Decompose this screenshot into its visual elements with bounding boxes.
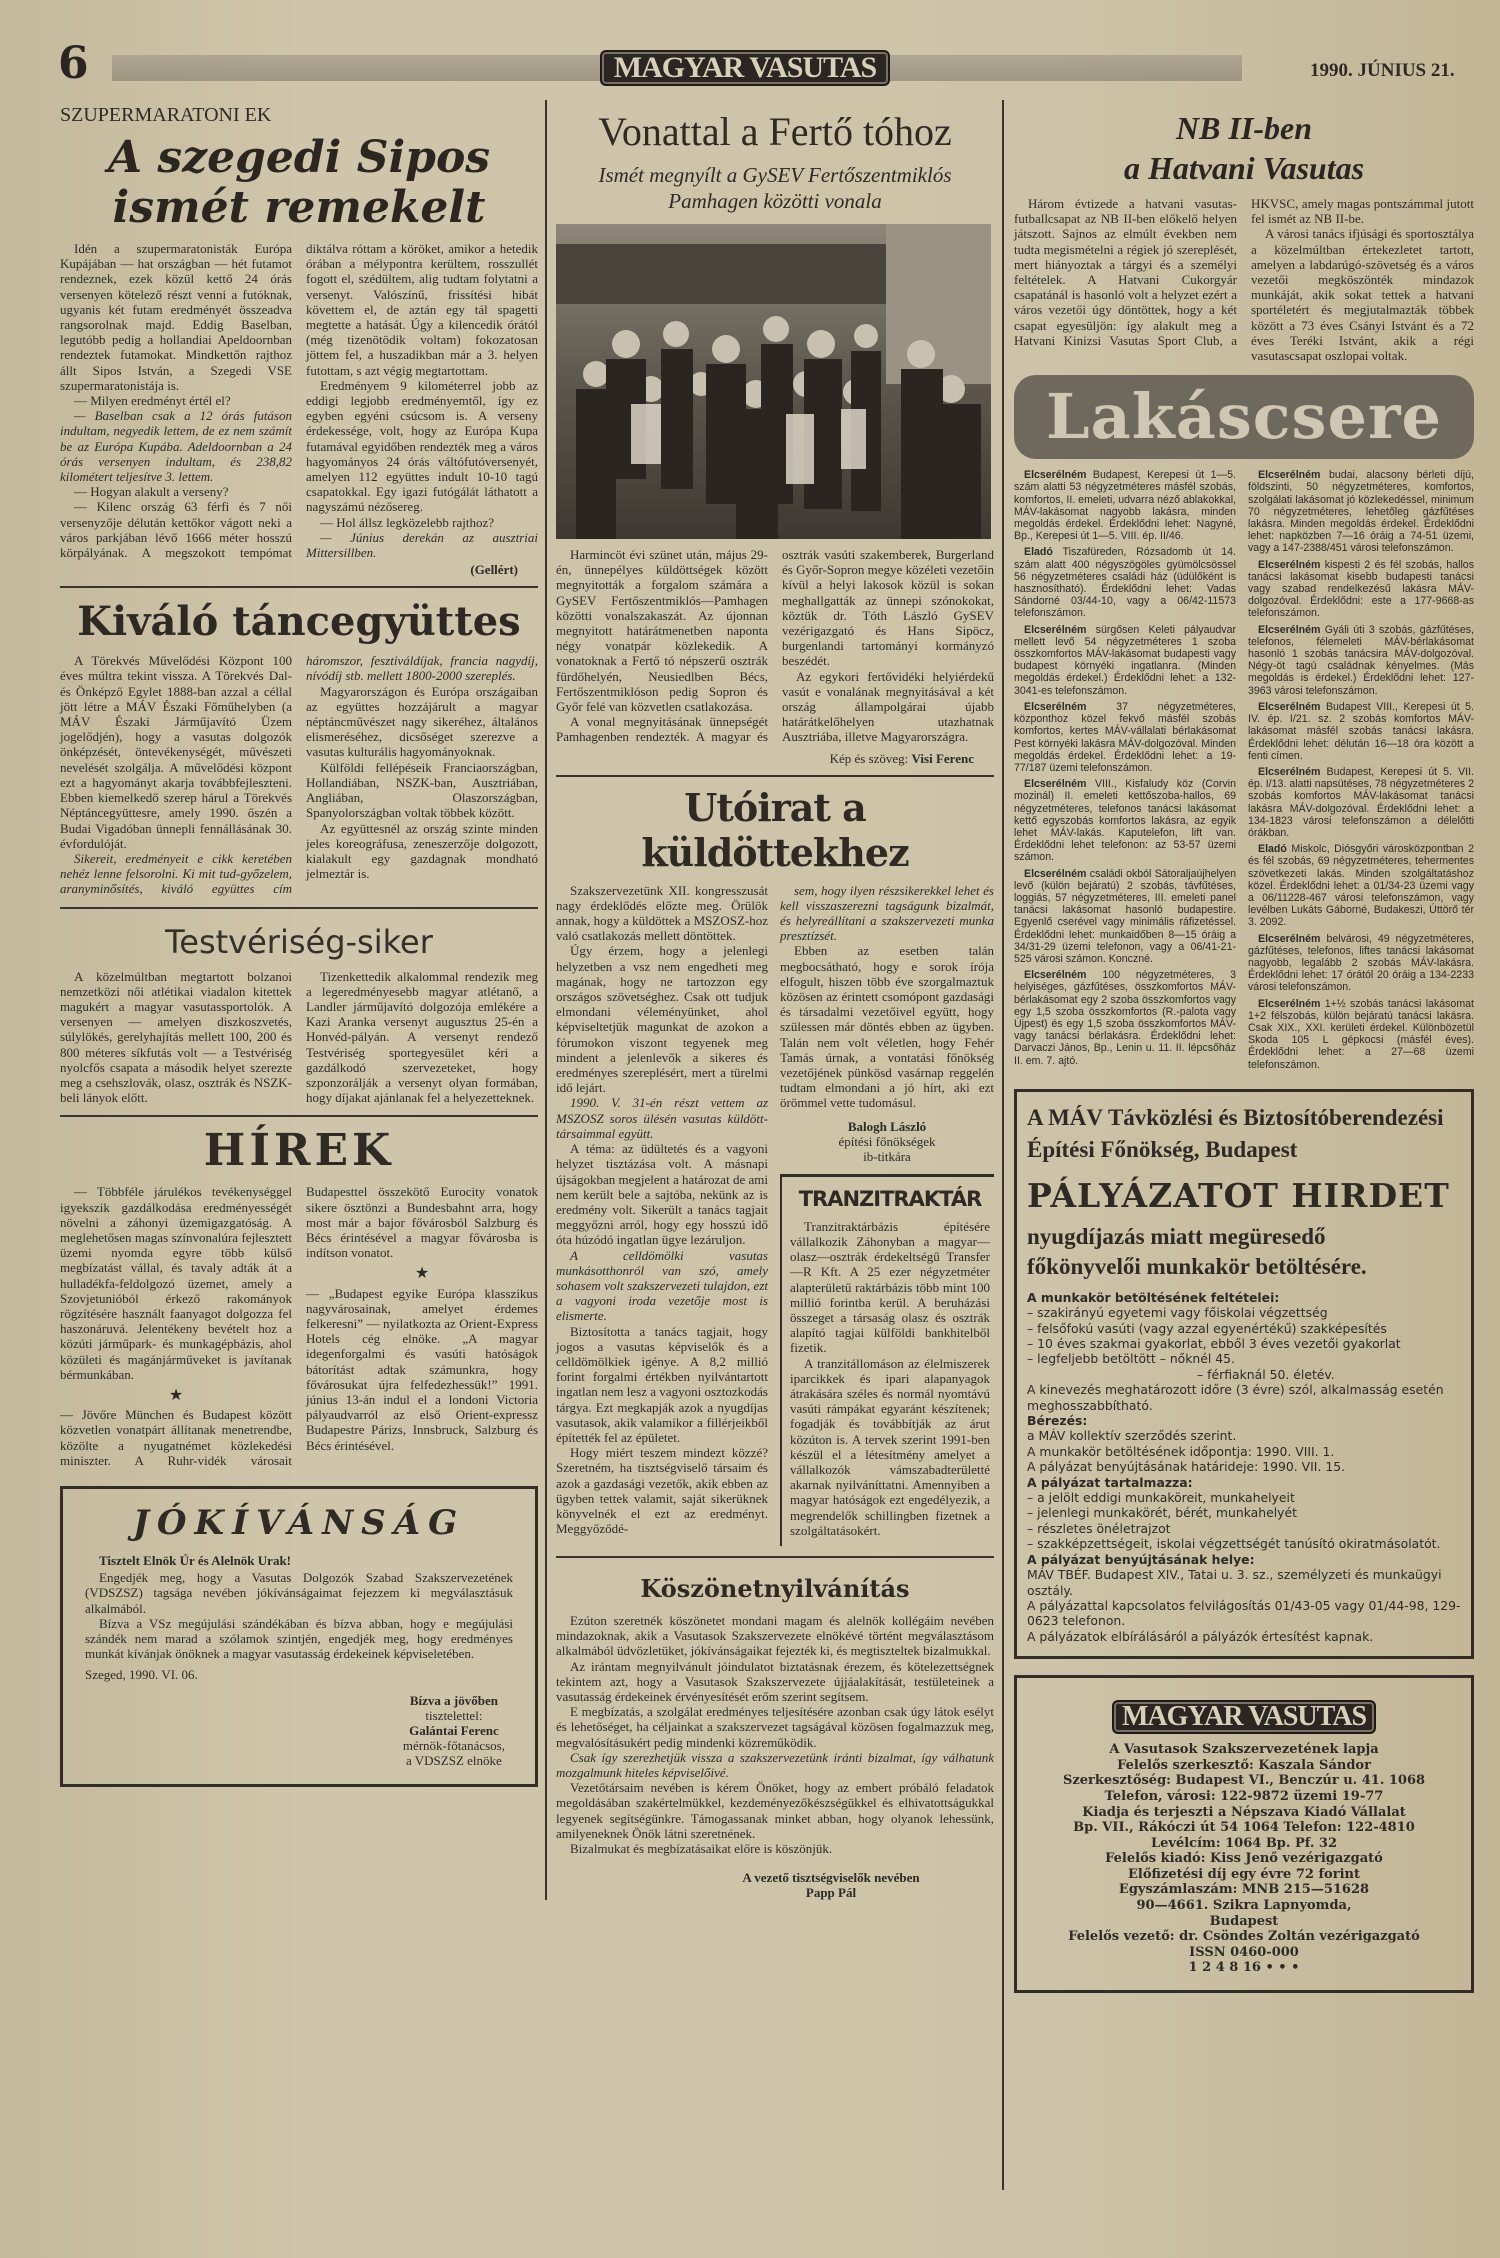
paragraph: A közelmúltban megtartott bolzanoi nemzetközi női atlétikai viadalon kitettek magukért a magyar vasutassportolók. A versenyen — amelyen diszkoszvetés, súlylökés, gerelyhajítás mellett 100, 200 és 800 méteres síkfutás volt — a Testvériség nyolcfős csapata a második helyet szerezte meg a csehszlovák, olasz, osztrák és NSZK-beli lányok előtt. bbox=[60, 968, 292, 1106]
classified-ad bbox=[1248, 998, 1474, 1071]
signer-name: Papp Pál bbox=[805, 1885, 857, 1901]
ad-line-text: – felsőfokú vasúti (vagy azzal egyenértékű) szakképesítés bbox=[1027, 1320, 1387, 1336]
paragraph: ★ — „Budapest egyike Európa klasszikus nagyvárosainak, amelyet érdemes felkeresni” — nyilatkozta az Orient-Express Hotels cég elnöke. „A magyar idegenforgalmi és vasúti hatóságok bátorítást adtak számunkra, hogy fővárosukat újra felfedezhessük!” 1991. június 13-án indul el a londoni Victoria pályaudvarról az első Orient-expressz Budapestre Párizs, Innsbruck, Salzburg és Bécs érintésével. bbox=[306, 1266, 538, 1452]
paragraph: Az irántam megnyilvánult jóindulatot biztatásnak érezem, és kötelezettségnek tekintem azt, hogy a Vasutasok Szakszervezete újjáalakítását, testületeinek a vasutasság érdekeinek érvényesítését erőm szerint segítsem. bbox=[556, 1658, 994, 1704]
title-line: a Hatvani Vasutas bbox=[1123, 150, 1365, 186]
ad-lead-word: Elcserélném bbox=[1258, 558, 1321, 571]
ad-lead-word: Elcserélném bbox=[1024, 778, 1087, 791]
article-body bbox=[556, 1613, 994, 1856]
ad-line-text: – szakképzettségeit, iskolai végzettségét tanúsító okiratmásolatót. bbox=[1027, 1536, 1441, 1552]
ad-subheadline bbox=[1027, 1222, 1461, 1282]
article-title: Vonattal a Fertő tóhoz bbox=[598, 109, 952, 154]
classified-ad bbox=[1014, 969, 1236, 1067]
article-testveriseg bbox=[60, 923, 538, 1106]
author-signature bbox=[780, 1119, 994, 1164]
ad-line bbox=[1027, 1444, 1461, 1459]
ad-lead-word: Eladó bbox=[1024, 546, 1053, 559]
title-line: NB II-ben bbox=[1175, 110, 1312, 146]
paragraph: Vezetőtársaim nevében is kérem Önöket, hogy az embert próbáló feladatok megoldásában szakértelmükkel, kezdeményezőkészségükkel és elhivatottságukkal legyenek segítségünkre. Támogassanak minket abban, hogy olyanok lehessünk, amilyeneknek Önök látni szeretnének. bbox=[556, 1780, 994, 1841]
article-sipos bbox=[60, 104, 538, 586]
article-title: Köszönetnyilvánítás bbox=[640, 1573, 910, 1603]
masthead-logo: MAGYAR VASUTAS bbox=[600, 50, 890, 86]
ad-lead-word: Elcserélném bbox=[1024, 700, 1087, 713]
classified-ad bbox=[1248, 469, 1474, 554]
paragraph: Eredményem 9 kilométerrel jobb az eddigi legjobb eredményemtől, így ez egyben egyéni csúcsom is. A verseny érdekessége, volt, hogy az Európa Kupa futamával egyidőben rendezték meg a város hagyományos 24 órás váltófutóversenyét, amelyen 112 együttes indult 10-10 tagú csapatokkal. Egy igazi futógálát láthatott a nagyszámú nézősereg. bbox=[306, 377, 538, 515]
closing: A vezető tisztségviselők nevében bbox=[742, 1870, 920, 1886]
classified-ad bbox=[1014, 546, 1236, 619]
place-date: Szeged, 1990. VI. 06. bbox=[85, 1667, 198, 1683]
imprint-line: ISSN 0460-000 bbox=[1189, 1944, 1299, 1960]
closing: Bízva a jövőben bbox=[409, 1692, 498, 1708]
paragraph: Az egykori fertővidéki helyiérdekű vasút e vonalának megnyitásával a két ország állampolgárai újabb határátkelőhelyen utazhatnak Ausztriába, illetve Magyarországra. bbox=[782, 668, 994, 745]
news-photo bbox=[556, 224, 991, 539]
ad-lead-word: Elcserélném bbox=[1024, 623, 1087, 636]
ad-line bbox=[1027, 1351, 1461, 1366]
ad-line-text: – legfeljebb betöltött – nőknél 45. bbox=[1027, 1351, 1235, 1367]
article-byline: (Gellért) bbox=[470, 562, 518, 578]
classified-ad bbox=[1248, 624, 1474, 697]
ad-line bbox=[1027, 1321, 1461, 1336]
classified-ad bbox=[1248, 766, 1474, 839]
imprint-line: Telefon, városi: 122-9872 üzemi 19-77 bbox=[1104, 1788, 1384, 1804]
imprint-line: 90—4661. Szikra Lapnyomda, bbox=[1136, 1898, 1352, 1914]
ad-lead-word: Elcserélném bbox=[1024, 969, 1087, 982]
article-title bbox=[1014, 108, 1474, 188]
ad-lead-word: Elcserélném bbox=[1258, 932, 1321, 945]
paragraph: Bízva a VSz megújulási szándékában és bízva abban, hogy e megújulási szándék nem marad a szólamok szintjén, engedjék meg, hogy eredményes munkát kívánjak önöknek a magyar vasutasság érdekeinek képviseletében. bbox=[85, 1615, 513, 1662]
org-line: Építési Főnökség, Budapest bbox=[1027, 1136, 1298, 1162]
paragraph: — Milyen eredményt értél el? bbox=[74, 393, 231, 409]
ad-line-text: – férfiaknál 50. életév. bbox=[1197, 1366, 1335, 1382]
ad-line bbox=[1027, 1459, 1461, 1474]
author-title: építési főnökségek bbox=[838, 1133, 936, 1149]
ad-line-text: A munkakör betöltésének időpontja: 1990. VIII. 1. bbox=[1027, 1443, 1335, 1459]
article-body bbox=[60, 653, 538, 896]
imprint-line: Levélcím: 1064 Bp. Pf. 32 bbox=[1151, 1835, 1337, 1851]
classified-ad-text: Gyáli úti 3 szobás, gázfűtéses, telefonos, félemeleti MÁV-bérlakásomat hasonló 1 szobás tanácsira MÁV-dolgozóval. Négy-öt tagú családnak kényelmes. (Más megoldás is érdekel.) Érdeklődni lehet: 127-3963 városi telefonszámon. bbox=[1248, 623, 1474, 697]
ad-line-text: – 10 éves szakmai gyakorlat, ebből 3 éves vezetői gyakorlat bbox=[1027, 1336, 1401, 1351]
divider bbox=[556, 1556, 994, 1558]
classified-ad-text: 100 négyzetméteres, 3 helyiséges, gázfűtéses, összkomfortos MÁV-bérlakásomat egy 2 szoba összkomfortos vagy egy 1,5 szoba összkomfortos (R.-palota vagy Újpest) és egy 1,5 szoba összkomfortos MÁV- vagy tanácsi bérlakásra. Érdeklődni lehet: Darvaczi János, Bp., Lenin u. 11. II. lépcsőház II. em. 7. ajtó. bbox=[1014, 969, 1236, 1067]
left-column bbox=[60, 104, 538, 1787]
paragraph: A városi tanács ifjúsági és sportosztálya a közelmúltban értekezletet tartott, amelyen a labdarúgó-szövetség és a város vezetői megköszönték mindazok munkáját, akik sokat tettek a hatvani sportéletért és megjutalmazták többek között a 73 éves Csányi Istvánt és a 72 éves Teréki Istvánt, akik a régi vasutascsapat oszlopai voltak. bbox=[1251, 226, 1474, 364]
issue-date: 1990. JÚNIUS 21. bbox=[1310, 60, 1455, 81]
article-nb2 bbox=[1014, 108, 1474, 363]
ad-line-text: A pályázatok elbírálásáról a pályázók értesítést kapnak. bbox=[1027, 1628, 1374, 1644]
paragraph-text: — Június derekán az ausztriai Mittersillben. bbox=[306, 529, 538, 561]
classified-ad bbox=[1248, 701, 1474, 762]
imprint-box bbox=[1014, 1675, 1474, 1993]
divider bbox=[60, 1115, 538, 1117]
imprint-line: A Vasutasok Szakszervezetének lapja bbox=[1109, 1742, 1379, 1758]
credit-name: Visi Ferenc bbox=[911, 750, 974, 766]
classified-ad-text: Miskolc, Diósgyőri városközpontban 2 és fél szobás, 69 négyzetméteres, tehermentes szövetkezeti lakás. Minden szolgáltatáshoz közel. Érdeklődni lehet: a 01/34-23 üzemi vagy a 06/11228-467 városi telefonszámon, vagy levélben Lukáts Gáborné, Budakeszi, Úttörő tér 3. 2092. bbox=[1248, 843, 1474, 929]
article-tranzitraktar bbox=[780, 1174, 994, 1546]
paragraph: Magyarországon és Európa országaiban az együttes hozzájárult a magyar néptáncművészet nagy sikeréhez, általános elismeréséhez, dicsőséget szerezve a vasutas kulturális hagyományoknak. bbox=[306, 683, 538, 760]
org-line: A MÁV Távközlési és Biztosítóberendezési bbox=[1027, 1104, 1444, 1130]
paragraph bbox=[306, 530, 538, 560]
ad-line-text: A pályázattal kapcsolatos felvilágosítás 01/43-05 vagy 01/44-98, 129-0623 telefonon. bbox=[1027, 1597, 1461, 1629]
imprint-lines bbox=[1025, 1742, 1463, 1976]
article-title: Testvériség-siker bbox=[165, 922, 433, 961]
classified-ad-text: Budapest VIII., Kerepesi út 5. IV. ép. I/21. sz. 2 szobás komfortos MÁV-lakásomat másfél szobás tanácsi lakásra. Érdeklődni lehet: délután 16—18 óra között a fenti címen. bbox=[1248, 700, 1474, 762]
paragraph: Harmincöt évi szünet után, május 29-én, ünnepélyes küldöttségek között megnyitották a forgalom számára a GySEV Fertőszentmiklós—Pamhagen közötti vonalszakaszát. Az újonnan megnyitott határátmenetben naponta négy vonatpár közlekedik. A vonatoknak a Fertő tó népszerű osztrák fürdőhelyén, Neusiedlben Bécs, Fertőszentmiklóson pedig Sopron és Győr felé van közvetlen csatlakozása. bbox=[556, 547, 768, 715]
ad-line-text: – jelenlegi munkakörét, bérét, munkahelyét bbox=[1027, 1505, 1297, 1521]
section-title: HÍREK bbox=[203, 1125, 395, 1177]
article-utoirat bbox=[556, 785, 994, 1546]
ad-line bbox=[1027, 1382, 1461, 1413]
right-column bbox=[1014, 108, 1474, 1993]
paragraph bbox=[556, 1095, 768, 1141]
classified-ad-text: belvárosi, 49 négyzetméteres, gázfűtéses, telefonos, liftes tanácsi lakásomat nagyobb, legalább 2 szobás MÁV-lakásra. Érdeklődni lehet: 17 órától 20 óráig a 134-2233 városi telefonszámon. bbox=[1248, 932, 1474, 994]
paragraph bbox=[556, 1750, 994, 1780]
paragraph-text: Sikereit, eredményeit e cikk keretében nehéz lenne felsorolni. Ki mit tud-győzelem, aranyminősítés, kiváló együttes cím háromszor, fesztiváldíjak, francia nagydíj, nívódíj stb. mellett 1800-2000 szereplés. bbox=[60, 653, 538, 897]
ad-line bbox=[1027, 1521, 1461, 1536]
paragraph: Szakszervezetünk XII. kongresszusát nagy érdeklődés előzte meg. Örülök annak, hogy a küldöttek a MSZOSZ-hoz való csatlakozás mellett döntöttek. bbox=[556, 882, 768, 944]
article-kicker: SZUPERMARATONI EK bbox=[60, 104, 272, 126]
ad-line-text: – részletes önéletrajzot bbox=[1027, 1520, 1171, 1536]
ad-line-text: Bérezés: bbox=[1027, 1413, 1088, 1429]
article-ferto bbox=[556, 108, 994, 775]
imprint-line: 1 2 4 8 16 • • • bbox=[1188, 1960, 1300, 1976]
ad-lead-word: Elcserélném bbox=[1258, 765, 1321, 778]
author-title: ib-titkára bbox=[863, 1148, 911, 1164]
paragraph: E megbízatás, a szolgálat eredményes teljesítésére azonban csak úgy látok esélyt és lehetőséget, ha céljainkat a szakszervezet tagságával közösen fogalmazzuk meg, megvalósításukért pedig mindenki közreműködik. bbox=[556, 1704, 994, 1750]
lakascsere-banner bbox=[1014, 375, 1474, 459]
signer-title: mérnök-főtanácsos, bbox=[402, 1737, 505, 1753]
imprint-line: Budapest bbox=[1209, 1913, 1279, 1929]
paragraph-text: — Baselban csak a 12 órás futáson indultam, negyedik lettem, de ez nem számít be az Európa Kupába. Adeldoornban a 24 órás versenyen indultam, és 238,82 kilométert teljesítve 3. lettem. bbox=[60, 408, 292, 485]
paragraph: A téma: az üdültetés és a vagyoni helyzet tisztázása volt. A másnapi újságokban megjelent a határozat de ami nem került bele a sajtóba, nekünk az is eredmény volt. Sikerült a tanács tagjait meggyőzni arról, hogy egy hosszú idő óta húzódó ingatlan ügye lezáruljon. bbox=[556, 1141, 768, 1248]
paragraph: — Hogyan alakult a verseny? bbox=[74, 484, 229, 500]
paragraph-text: A vonal megnyitásának ünnepségét Pamhagenben rendezték. A magyar és osztrák vasúti szakemberek, Burgerland és Győr-Sopron megye közéleti vezetőin kívül a helyi lakosok közül is sokan meghallgatták az ünnepi szónokokat, köztük dr. Tóth László GySEV vezérigazgató és Hans Sipöcz, burgenlandi tartományi kormányzó beszédét. bbox=[556, 547, 995, 745]
imprint-line: Felelős szerkesztő: Kaszala Sándor bbox=[1117, 1757, 1371, 1773]
ad-line-text: MÁV TBÉF. Budapest XIV., Tatai u. 3. sz., személyzeti és munkaügyi osztály. bbox=[1027, 1567, 1442, 1598]
paragraph bbox=[780, 883, 994, 944]
column-divider bbox=[545, 100, 547, 1900]
classified-ad bbox=[1248, 559, 1474, 620]
ad-lead-word: Elcserélném bbox=[1024, 469, 1087, 482]
photo-credit bbox=[556, 751, 974, 767]
greeting-signature bbox=[403, 1693, 505, 1768]
classified-ad-text: VIII., Kisfaludy köz (Corvin mozinál) II. emeleti kettőszoba-hallos, 69 négyzetméteres, telefonos tanácsi lakásomat kettő egyszobás komfortos lakásra, az egyik lehet MÁV-lakás. Kaputelefon, lift van. Érdeklődni lehet telefonon: az 53-57 üzemi számon. bbox=[1014, 778, 1236, 864]
classified-ad-text: Budapest, Kerepesi út 5. VII. ép. I/13. alatti napsütéses, 78 négyzetméteres 2 szobás komfortos MÁV-lakásomat tanácsi lakásra MÁV-dolgozóval. Érdeklődni lehet: a 134-1823 városi telefonszámon a délelőtti órákban. bbox=[1248, 765, 1474, 839]
article-koszonet bbox=[556, 1574, 994, 1900]
ad-line-text: – szakirányú egyetemi vagy főiskolai végzettség bbox=[1027, 1305, 1328, 1321]
article-body bbox=[60, 969, 538, 1106]
imprint-line: Bp. VII., Rákóczi út 54 1064 Telefon: 122-4810 bbox=[1073, 1820, 1415, 1836]
ad-lead-word: Elcserélném bbox=[1258, 623, 1321, 636]
article-title: Kiváló táncegyüttes bbox=[77, 598, 521, 646]
imprint-logo: MAGYAR VASUTAS bbox=[1112, 1700, 1376, 1734]
paragraph: Idén a szupermaratonisták Európa Kupájában — hat országban — hét futamot rendeznek, ezek közül kettő 24 órás versenyen kötelező részt venni a futóknak, ugyanis két futam eredményét összeadva rangsorolnak majd. Eddig Baselban, legutóbb pedig a hollandiai Apeldoornban rendeztek futamokat. Mindkettőn rajthoz állt Sipos István, a Szegedi VSE szupermaratonistája is. bbox=[60, 241, 292, 393]
page-number: 6 bbox=[58, 38, 89, 89]
ad-line bbox=[1027, 1305, 1461, 1320]
paragraph: Bizalmukat és megbízatásaikat előre is köszönjük. bbox=[570, 1841, 833, 1856]
classified-ad bbox=[1248, 843, 1474, 928]
banner-title: Lakáscsere bbox=[1045, 380, 1443, 454]
classified-ads-col2 bbox=[1248, 469, 1474, 1075]
article-tancegyuttes bbox=[60, 598, 538, 896]
paragraph: Tranzitraktárbázis építésére vállalkozik Záhonyban a magyar—olasz—osztrák érdekeltségű Transfer—R Kft. A 25 ezer négyzetméter alapterületű raktárbázis több mint 100 millió forintba kerül. A beruházási összeget a társaság olasz és osztrák alapító tagjai külföldi bankhitelből fizetik. bbox=[790, 1218, 990, 1356]
ad-lead-word: Eladó bbox=[1258, 843, 1287, 856]
paragraph: — Többféle járulékos tevékenységgel igyekszik gazdálkodása eredményességét növelni a záhonyi üzemigazgatóság. A meglehetősen magas színvonalúra fejlesztett üzemi nyomda egyre több külső megbízatást vállal, és tavaly adták át a hulladékfa-feldolgozó üzemet, amely a Szovjetunióból érkező rakományok rögzítésére használt faanyagot dolgozza fel haszonáruvá. Jelentékeny bevételt hoz a közúti járműpark- és munkagépbázis, ahol közületi és magánjárműveket is javítanak bérmunkában. bbox=[60, 1184, 292, 1382]
signature bbox=[706, 1870, 956, 1900]
classified-ad-text: 37 négyzetméteres, központhoz közel fekvő másfél szobás komfortos, kertes MÁV-vállalati bérlakásomat Pest környéki lakásra MÁV-dolgozóval. Minden megoldás érdekel. Érdeklődni lehet: a 19-77/187 üzemi telefonszámon. bbox=[1014, 700, 1236, 774]
article-body-col2 bbox=[780, 883, 994, 1111]
ad-line bbox=[1027, 1475, 1461, 1490]
article-title: TRANZITRAKTÁR bbox=[798, 1186, 982, 1211]
article-body bbox=[60, 241, 538, 560]
classified-ad bbox=[1014, 469, 1236, 542]
ad-line bbox=[1027, 1336, 1461, 1351]
article-body-col1 bbox=[556, 883, 768, 1537]
article-title bbox=[60, 133, 538, 233]
ad-line bbox=[1027, 1367, 1461, 1382]
signer-title: a VDSZSZ elnöke bbox=[406, 1752, 502, 1768]
closing: tisztelettel: bbox=[425, 1707, 483, 1723]
ad-line bbox=[1027, 1428, 1461, 1443]
greeting-title: JÓKÍVÁNSÁG bbox=[132, 1503, 466, 1543]
ad-lead-word: Elcserélném bbox=[1258, 469, 1321, 482]
classified-ad-text: Tiszafüreden, Rózsadomb út 14. szám alatt 400 négyszögöles gyümölcsössel 56 négyzetméteres családi ház (üdülőként is hasznosítható). Érdeklődni lehet: Vadas Sándorné 03/44-10, vagy a 06/42-11573 telefonszámon. bbox=[1014, 546, 1236, 620]
ad-lead-word: Elcserélném bbox=[1258, 700, 1321, 713]
classified-ad bbox=[1014, 624, 1236, 697]
paragraph: — Kilenc ország 63 férfi és 7 női versenyzője délután kettőkor vágott neki a város parkjában lévő 1666 méter hosszú körpályának. A megszokott tempómat diktálva róttam a köröket, amikor a hetedik órában a mélypontra kerültem, rosszullét fogott el, szédültem, alig tudtam folytatni a versenyt. Valószínű, frissítési hibát követtem el, de aztán egy tál spagetti megtette a hatását. Úgy a kilencedik órától (még tizenötödik voltam) fokozatosan jöttem fel, a huszadikban már a 3. helyen futottam, s azt végig megtartottam. bbox=[60, 241, 538, 561]
ad-line bbox=[1027, 1490, 1461, 1505]
paragraph: — Hol állsz legközelebb rajthoz? bbox=[320, 514, 494, 530]
subtitle-line: Ismét megnyílt a GySEV Fertőszentmiklós bbox=[598, 163, 952, 187]
paragraph: Engedjék meg, hogy a Vasutas Dolgozók Szabad Szakszervezetének (VDSZSZ) tagsága nevében jókívánságaimat fejezzem ki megválasztásuk alkalmából. bbox=[85, 1570, 513, 1616]
paragraph: Ebben az esetben talán megbocsátható, hogy e sorok írója elfogult, hiszen több éve szorgalmaztuk közösen az érintett csomópont gazdasági és társadalmi vezetőivel együtt, hogy szülessen már döntés ebben az ügyben. Talán nem volt véletlen, hogy Fehér Tamás úrnak, a vontatási főnökség vezetőjének pünkösd vasárnap reggelén tudtam elmondani a jó hírt, aki ezt örömmel vette tudomásul. bbox=[780, 943, 994, 1111]
divider bbox=[60, 586, 538, 588]
paragraph: Biztosította a tanács tagjait, hogy jogos a vasutas képviselők és a celldömölkiek igénye. A 8,2 millió forint forgalmi értékben nyilvántartott ingatlan nem lesz a vagyoni osztozkodás tárgya. Ezt megkapják azok a nyugdíjas vasutasok, akik valamikor a fillérjeikből építették fel az épületet. bbox=[556, 1323, 768, 1445]
ad-line bbox=[1027, 1598, 1461, 1629]
paragraph-text: A celldömölki vasutas munkásotthonról van szó, amely sohasem volt szakszervezeti tulajdon, ezt a vagyoni iroda vezetője most is elismerte. bbox=[556, 1247, 768, 1324]
subtitle-line: Pamhagen közötti vonala bbox=[668, 189, 882, 213]
greeting-box bbox=[60, 1486, 538, 1787]
article-body bbox=[1014, 196, 1474, 363]
classified-ad-text: családi okból Sátoraljaújhelyen levő (külön bejáratú) 2 szobás, távfűtéses, loggiás, 57 négyzetméteres, III. emeleti panel tanácsi lakásomat hasonló budapestire. Egyenlő cserével vagy minimális ráfizetéssel. Érdeklődni lehet: munkaidőben 8—15 óráig a 34/31-29 üzemi telefonon, vagy a 06/41-21-525 városi számon. Konczné. bbox=[1014, 867, 1236, 965]
classified-ad bbox=[1248, 933, 1474, 994]
ad-line bbox=[1027, 1567, 1461, 1598]
ad-line bbox=[1027, 1505, 1461, 1520]
ad-lead-word: Elcserélném bbox=[1024, 867, 1087, 880]
ad-line-text: A munkakör betöltésének feltételei: bbox=[1027, 1289, 1280, 1305]
classified-ad-text: 1+½ szobás tanácsi lakásomat 1+2 félszobás, külön bejáratú tanácsi lakásra. Csak XIX., XXI. kerületi érdekel. Különbözetül Skoda 105 L gépkocsi (másfél éves). Érdeklődni lehet: a 27—68 üzemi telefonszámon. bbox=[1248, 997, 1474, 1071]
ad-line bbox=[1027, 1536, 1461, 1551]
paragraph: Ezúton szeretnék köszönetet mondani magam és alelnök kollégáim nevében mindazoknak, akik a Vasutasok Szakszervezete elnökévé történt megválasztásom alkalmából üdvözletüket, jókívánságaikat fejezték ki, és megtiszteltek bizalmukkal. bbox=[556, 1612, 994, 1659]
job-ad-box bbox=[1014, 1089, 1474, 1659]
classified-ad bbox=[1014, 868, 1236, 966]
classified-ads-col1 bbox=[1014, 469, 1236, 1071]
classified-ad-text: Budapest, Kerepesi út 1—5. szám alatti 53 négyzetméteres másfél szobás, komfortos, II. emeleti, udvarra néző ablakokkal, MÁV-lakásomat nagyobb lakásra, minden megoldás érdekel. Érdeklődni lehet: Nagyné, Bp., Kerepesi út 1—5. VIII. ép. II/46. bbox=[1014, 469, 1236, 543]
imprint-line: Előfizetési díj egy évre 72 forint bbox=[1128, 1866, 1360, 1882]
sub-line: főkönyvelői munkakör betöltésére. bbox=[1027, 1253, 1367, 1279]
paragraph bbox=[60, 408, 292, 484]
imprint-line: Felelős vezető: dr. Csöndes Zoltán vezérigazgató bbox=[1068, 1929, 1420, 1945]
paragraph: Hogy miért teszem mindezt közzé? Szeretném, ha tisztségviselő társaim és azok a gazdasági vezetők, akik ebben az ügyben tettek valamit, saját sikerüknek könyvelnék el ezt az eredményt. Meggyőződé- bbox=[556, 1445, 768, 1537]
paragraph-text: sem, hogy ilyen részsikerekkel lehet és kell visszaszerezni tagságunk bizalmát, és helyreállítani a szakszervezeti munka presztízsét. bbox=[780, 882, 994, 944]
credit-label: Kép és szöveg: bbox=[829, 750, 909, 766]
article-body bbox=[790, 1219, 990, 1538]
classified-ad-text: budai, alacsony bérleti díjú, földszinti, 50 négyzetméteres, komfortos, szolgálati lakásomat jó közlekedéssel, minimum 70 négyzetméteres, lehetőleg gázfűtéses lakásra. Minden megoldás érdekel. Érdeklődni lehet: napközben 7—16 óráig a 74-51 üzemi, vagy a 147-2388/451 városi telefonszámon. bbox=[1248, 469, 1474, 555]
ad-line-text: a MÁV kollektív szerződés szerint. bbox=[1027, 1428, 1237, 1444]
column-divider bbox=[1002, 100, 1004, 2190]
classified-ad-text: sürgősen Keleti pályaudvar mellett levő 54 négyzetméteres 1 szoba összkomfortos MÁV-lakásomat budapesti vagy budapest környéki ingatlanra. (Minden megoldás érdekel.) Érdeklődni lehet: a 132-3041-es telefonszámon. bbox=[1014, 623, 1236, 697]
ad-line bbox=[1027, 1290, 1461, 1305]
paragraph: Tizenkettedik alkalommal rendezik meg a legeredményesebb magyar atlétanő, a Landler járműjavító dolgozója emlékére a Kazi Aranka versenyt augusztus 25-én a Honvéd-pályán. A versenyt rendező Testvériség sportegyesület kéri a gazdálkodó szervezeteket, hogy szponzorálják a versenyt olyan formában, hogy díjakat ajánlanak fel a helyezetteknek. bbox=[306, 968, 538, 1106]
title-line: A szegedi Sipos bbox=[107, 132, 491, 183]
ad-line bbox=[1027, 1552, 1461, 1567]
classified-ad bbox=[1014, 701, 1236, 774]
article-body bbox=[556, 547, 994, 745]
article-hirek bbox=[60, 1125, 538, 1468]
title-line: ismét remekelt bbox=[112, 182, 486, 233]
ad-line-text: A pályázat tartalmazza: bbox=[1027, 1474, 1193, 1490]
ad-line-text: A pályázat benyújtásának helye: bbox=[1027, 1551, 1255, 1567]
classified-ad bbox=[1014, 778, 1236, 863]
middle-column bbox=[556, 108, 994, 1900]
imprint-line: Szerkesztőség: Budapest VI., Benczúr u. 41. 1068 bbox=[1062, 1773, 1426, 1789]
paragraph: Az együttesnél az ország szinte minden jeles koreográfusa, zeneszerzője dolgozott, kialakult egy gazdagnak mondható jelmeztár is. bbox=[306, 820, 538, 882]
author-name: Balogh László bbox=[847, 1118, 927, 1134]
news-list bbox=[60, 1184, 538, 1468]
classified-ad-text: kispesti 2 és fél szobás, hallos tanácsi lakásomat kisebb budapesti tanácsi vagy szabad rendelkezésű lakásra MÁV-dolgozóval. Érdeklődni: este a 177-9668-as telefonszámon. bbox=[1248, 558, 1474, 620]
imprint-line: Felelős kiadó: Kiss Jenő vezérigazgató bbox=[1105, 1851, 1383, 1867]
paragraph-text: 1990. V. 31-én részt vettem az MSZOSZ soros ülésén vasutas küldött-társaimmal együtt. bbox=[556, 1095, 768, 1141]
ad-line bbox=[1027, 1413, 1461, 1428]
paragraph bbox=[556, 1248, 768, 1324]
sub-line: nyugdíjazás miatt megüresedő bbox=[1027, 1223, 1326, 1249]
paragraph: Úgy érzem, hogy a jelenlegi helyzetben a vsz nem engedheti meg magának, hogy ne tartozzon egy országos szövetséghez. Csak ott tudjuk elmondani véleményünket, ahol képviseltetjük magunkat de azokon a fórumokon viszont tegyenek meg mindent a jelenlevők a sikeres és eredményes szereplésért, mert a türelmi idő lejárt. bbox=[556, 943, 768, 1096]
greeting-body bbox=[85, 1570, 513, 1661]
ad-org bbox=[1027, 1102, 1461, 1166]
ad-details bbox=[1027, 1290, 1461, 1644]
paragraph: A tranzitállomáson az élelmiszerek iparcikkek és ipari alapanyagok átrakására széles és normál nyomtávú vasúti rámpákat egyaránt készítenek; fogadják és továbbítják az árut közúton is. A tervek szerint 1991-ben készül el a létesítmény amelyet a vállalkozók vámszabadterületté akarnak nyilváníttatni. Amennyiben a magyar hatóságok ezt engedélyezik, a megrendelők schillingben fizetnek a szolgáltatásokért. bbox=[790, 1355, 990, 1538]
imprint-line: Kiadja és terjeszti a Népszava Kiadó Vállalat bbox=[1082, 1804, 1406, 1820]
salutation: Tisztelt Elnök Úr és Alelnök Urak! bbox=[99, 1553, 292, 1568]
ad-line-text: A kinevezés meghatározott időre (3 évre) szól, alkalmasság esetén meghosszabbítható. bbox=[1027, 1382, 1444, 1413]
divider bbox=[60, 907, 538, 909]
ad-headline: PÁLYÁZATOT HIRDET bbox=[1027, 1175, 1450, 1215]
paragraph: A Törekvés Művelődési Központ 100 éves múltra tekint vissza. A Törekvés Dal- és Önképző Egylet 1888-ban azzal a céllal jött létre a MÁV Északi Főműhelyben (a MÁV Északi Járműjavító Üzem jogelődjén), hogy a vasutas dolgozók önképzését, öntevékenységét, művészeti nevelését szolgálja. A művelődési központ ezt a hagyományt akarja továbbfejleszteni. Ebben kiemelkedő szerep hárul a Törekvés Néptáncegyüttesre, amely 1990. őszén a Budai Vigadóban ünnepli fennállásának 30. évfordulóját. bbox=[60, 653, 292, 851]
paragraph: Három évtizede a hatvani vasutas-futballcsapat az NB II-ben előkelő helyen játszott. Sajnos az elmúlt években nem tudta megismételni a régiek jó szereplését, mert hiányoztak a tárgyi és a személyi feltételek. A Hatvani Cukorgyár csapatánál is hasonló volt a helyzet ezért a város vezetői úgy döntöttek, hogy a két csapat egyesüljön: így alakult meg a Hatvani Kinizsi Vasutas Sport Club, a HKVSC, amely magas pontszámmal jutott fel ismét az NB II-be. bbox=[1014, 196, 1474, 348]
article-subtitle bbox=[556, 162, 994, 214]
paragraph: Külföldi fellépéseik Franciaországban, Hollandiában, NSZK-ban, Ausztriában, Angliában, Olaszországban, Spanyolországban voltak többek között. bbox=[306, 759, 538, 821]
article-title: Utóirat a küldöttekhez bbox=[641, 784, 909, 875]
ad-line-text: – a jelölt eddigi munkaköreit, munkahelyeit bbox=[1027, 1490, 1295, 1506]
paragraph-text: Csak így szerezhetjük vissza a szakszervezetünk iránti bizalmat, így válhatunk mozgalmunk hiteles képviselőivé. bbox=[556, 1749, 994, 1780]
imprint-line: Egyszámlaszám: MNB 215—51628 bbox=[1118, 1882, 1370, 1898]
signer-name: Galántai Ferenc bbox=[409, 1722, 499, 1738]
paragraph: ★ — Jövőre München és Budapest között közvetlen vonatpárt állítanak menetrendbe, közölte a nyugatnémet közlekedési miniszter. A Ruhr-vidék városait Budapesttel összekötő Eurocity vonatok sikere ösztönzi a Bundesbahnt arra, hogy most már a bajor fővárosból Salzburg és Bécs érintésével a magyar fővárosba is indítson vonatot. bbox=[60, 1184, 538, 1468]
ad-line bbox=[1027, 1629, 1461, 1644]
ad-line-text: A pályázat benyújtásának határideje: 1990. VII. 15. bbox=[1027, 1459, 1346, 1475]
ad-lead-word: Elcserélném bbox=[1258, 997, 1321, 1010]
divider bbox=[556, 775, 994, 777]
